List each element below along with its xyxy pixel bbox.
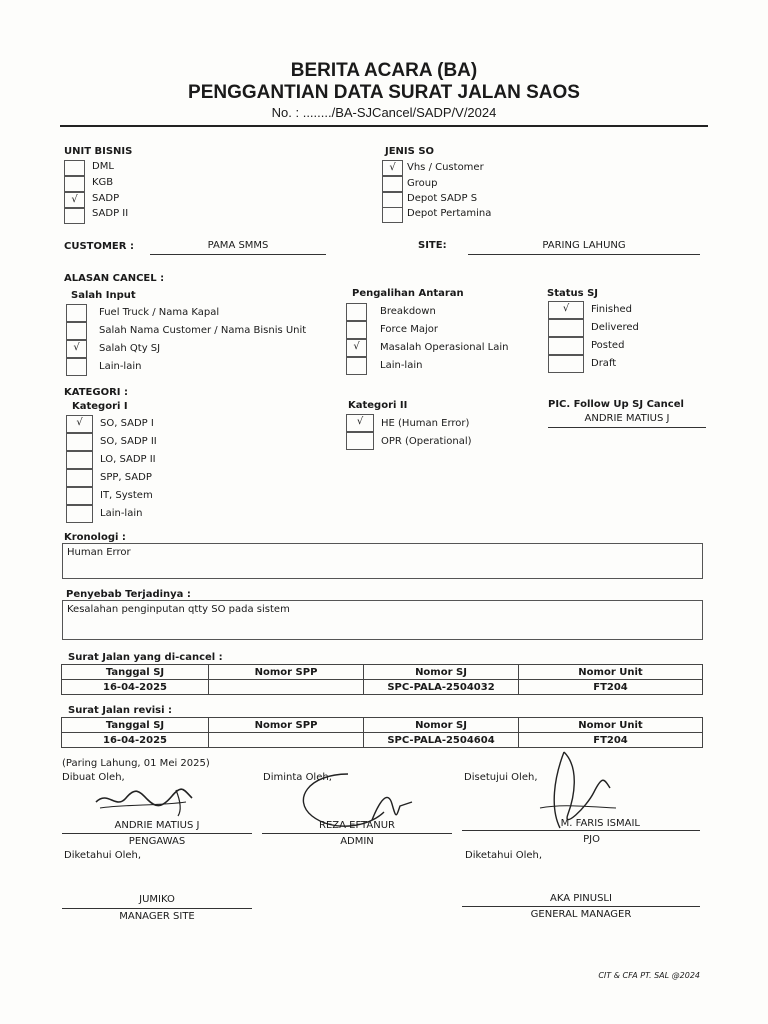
unit-bisnis-checkbox[interactable] xyxy=(64,160,85,176)
site-label: SITE: xyxy=(418,240,447,251)
unit-bisnis-checkbox[interactable] xyxy=(64,176,85,192)
pengalihan-option: Lain-lain xyxy=(380,360,423,371)
footer-copyright: CIT & CFA PT. SAL @2024 xyxy=(598,971,700,980)
jenis-so-option: Group xyxy=(407,178,438,189)
salah-input-checkbox[interactable]: √ xyxy=(66,340,87,358)
customer-underline xyxy=(150,254,326,255)
kategori-1-label: Kategori I xyxy=(72,401,128,412)
unit-bisnis-option: DML xyxy=(92,161,114,172)
kategori-1-option: SO, SADP I xyxy=(100,418,154,429)
pengalihan-option: Breakdown xyxy=(380,306,436,317)
kategori-2-checkbox[interactable] xyxy=(346,432,374,450)
customer-value: PAMA SMMS xyxy=(207,240,269,251)
diketahui2-name: AKA PINUSLI xyxy=(550,893,612,904)
jenis-so-checkbox[interactable] xyxy=(382,207,403,223)
disetujui-role: PJO xyxy=(583,834,600,845)
kronologi-label: Kronologi : xyxy=(64,532,126,543)
pengalihan-option: Force Major xyxy=(380,324,438,335)
column-header: Nomor Unit xyxy=(519,665,703,680)
status-sj-option: Posted xyxy=(591,340,625,351)
document-number: No. : ......../BA-SJCancel/SADP/V/2024 xyxy=(271,105,497,120)
pengalihan-checkbox[interactable] xyxy=(346,321,367,339)
diminta-label: Diminta Oleh, xyxy=(263,772,332,783)
pengalihan-checkbox[interactable]: √ xyxy=(346,339,367,357)
pengalihan-checkbox[interactable] xyxy=(346,303,367,321)
diminta-underline xyxy=(262,833,452,834)
diketahui2-role: GENERAL MANAGER xyxy=(530,909,632,920)
kategori-2-label: Kategori II xyxy=(348,400,408,411)
diketahui1-name: JUMIKO xyxy=(139,894,175,905)
penyebab-label: Penyebab Terjadinya : xyxy=(66,589,191,600)
salah-input-checkbox[interactable] xyxy=(66,322,87,340)
table-cell xyxy=(209,733,364,748)
kategori-1-checkbox[interactable] xyxy=(66,505,93,523)
header-rule xyxy=(60,125,708,127)
jenis-so-option: Depot SADP S xyxy=(407,193,478,204)
kategori-1-option: SO, SADP II xyxy=(100,436,157,447)
kategori-1-checkbox[interactable]: √ xyxy=(66,415,93,433)
diminta-name: REZA EFTANUR xyxy=(319,820,395,831)
kategori-1-checkbox[interactable] xyxy=(66,451,93,469)
penyebab-field[interactable]: Kesalahan penginputan qtty SO pada sistem xyxy=(62,600,703,640)
column-header: Tanggal SJ xyxy=(62,665,209,680)
salah-input-option: Salah Qty SJ xyxy=(99,343,161,354)
kategori-1-checkbox[interactable] xyxy=(66,469,93,487)
table-cell: FT204 xyxy=(519,733,703,748)
document-title: BERITA ACARA (BA) xyxy=(290,60,478,81)
place-date: (Paring Lahung, 01 Mei 2025) xyxy=(62,758,210,769)
disetujui-label: Disetujui Oleh, xyxy=(464,772,538,783)
sj-cancel-label: Surat Jalan yang di-cancel : xyxy=(68,652,223,663)
unit-bisnis-checkbox[interactable]: √ xyxy=(64,192,85,208)
pengalihan-checkbox[interactable] xyxy=(346,357,367,375)
kategori-1-checkbox[interactable] xyxy=(66,433,93,451)
status-sj-checkbox[interactable]: √ xyxy=(548,301,584,319)
column-header: Nomor Unit xyxy=(519,718,703,733)
dibuat-underline xyxy=(62,833,252,834)
salah-input-option: Salah Nama Customer / Nama Bisnis Unit xyxy=(99,325,307,336)
kronologi-field[interactable]: Human Error xyxy=(62,543,703,579)
kategori-1-option: IT, System xyxy=(100,490,153,501)
kategori-2-checkbox[interactable]: √ xyxy=(346,414,374,432)
kategori-1-checkbox[interactable] xyxy=(66,487,93,505)
pengalihan-option: Masalah Operasional Lain xyxy=(380,342,509,353)
column-header: Nomor SPP xyxy=(209,718,364,733)
site-underline xyxy=(468,254,700,255)
diketahui1-label: Diketahui Oleh, xyxy=(64,850,142,861)
diketahui1-underline xyxy=(62,908,252,909)
status-sj-checkbox[interactable] xyxy=(548,337,584,355)
diketahui2-label: Diketahui Oleh, xyxy=(465,850,543,861)
unit-bisnis-option: SADP II xyxy=(92,208,129,219)
jenis-so-checkbox[interactable] xyxy=(382,192,403,208)
kategori-1-option: SPP, SADP xyxy=(100,472,152,483)
table-header-row xyxy=(62,718,703,733)
table-cell: SPC-PALA-2504604 xyxy=(364,733,519,748)
unit-bisnis-checkbox[interactable] xyxy=(64,208,85,224)
dibuat-label: Dibuat Oleh, xyxy=(62,772,125,783)
table-row xyxy=(62,680,703,695)
diketahui1-role: MANAGER SITE xyxy=(119,911,195,922)
pengalihan-label: Pengalihan Antaran xyxy=(352,288,464,299)
salah-input-label: Salah Input xyxy=(71,290,136,301)
diketahui2-underline xyxy=(462,906,700,907)
status-sj-label: Status SJ xyxy=(547,288,598,299)
sj-cancel-table xyxy=(61,664,703,695)
status-sj-option: Delivered xyxy=(591,322,639,333)
column-header: Tanggal SJ xyxy=(62,718,209,733)
unit-bisnis-option: KGB xyxy=(92,177,114,188)
sj-revisi-table xyxy=(61,717,703,748)
kategori-1-option: Lain-lain xyxy=(100,508,143,519)
table-cell: FT204 xyxy=(519,680,703,695)
column-header: Nomor SPP xyxy=(209,665,364,680)
customer-label: CUSTOMER : xyxy=(64,241,134,252)
dibuat-name: ANDRIE MATIUS J xyxy=(114,820,200,831)
diminta-role: ADMIN xyxy=(340,836,374,847)
kategori-2-option: HE (Human Error) xyxy=(381,418,470,429)
pic-label: PIC. Follow Up SJ Cancel xyxy=(548,399,684,410)
status-sj-checkbox[interactable] xyxy=(548,355,584,373)
jenis-so-option: Vhs / Customer xyxy=(407,162,484,173)
table-cell: SPC-PALA-2504032 xyxy=(364,680,519,695)
salah-input-checkbox[interactable] xyxy=(66,304,87,322)
site-value: PARING LAHUNG xyxy=(542,240,626,251)
unit-bisnis-option: SADP xyxy=(92,193,120,204)
table-cell xyxy=(209,680,364,695)
unit-bisnis-label: UNIT BISNIS xyxy=(64,146,133,157)
alasan-cancel-label: ALASAN CANCEL : xyxy=(64,273,165,284)
table-cell: 16-04-2025 xyxy=(62,733,209,748)
table-cell: 16-04-2025 xyxy=(62,680,209,695)
disetujui-name: M. FARIS ISMAIL xyxy=(560,818,640,829)
document-subtitle: PENGGANTIAN DATA SURAT JALAN SAOS xyxy=(188,82,580,103)
column-header: Nomor SJ xyxy=(364,665,519,680)
table-row xyxy=(62,733,703,748)
kategori-label: KATEGORI : xyxy=(64,387,128,398)
pic-value: ANDRIE MATIUS J xyxy=(584,413,670,424)
status-sj-option: Draft xyxy=(591,358,617,369)
signature-andrie xyxy=(88,780,198,820)
salah-input-option: Fuel Truck / Nama Kapal xyxy=(99,307,220,318)
sj-revisi-label: Surat Jalan revisi : xyxy=(68,705,173,716)
column-header: Nomor SJ xyxy=(364,718,519,733)
status-sj-option: Finished xyxy=(591,304,632,315)
jenis-so-option: Depot Pertamina xyxy=(407,208,492,219)
dibuat-role: PENGAWAS xyxy=(128,836,186,847)
kategori-1-option: LO, SADP II xyxy=(100,454,156,465)
jenis-so-label: JENIS SO xyxy=(385,146,435,157)
table-header-row xyxy=(62,665,703,680)
salah-input-option: Lain-lain xyxy=(99,361,142,372)
salah-input-checkbox[interactable] xyxy=(66,358,87,376)
pic-underline xyxy=(548,427,706,428)
jenis-so-checkbox[interactable]: √ xyxy=(382,160,403,176)
kategori-2-option: OPR (Operational) xyxy=(381,436,472,447)
status-sj-checkbox[interactable] xyxy=(548,319,584,337)
disetujui-underline xyxy=(462,830,700,831)
jenis-so-checkbox[interactable] xyxy=(382,176,403,192)
